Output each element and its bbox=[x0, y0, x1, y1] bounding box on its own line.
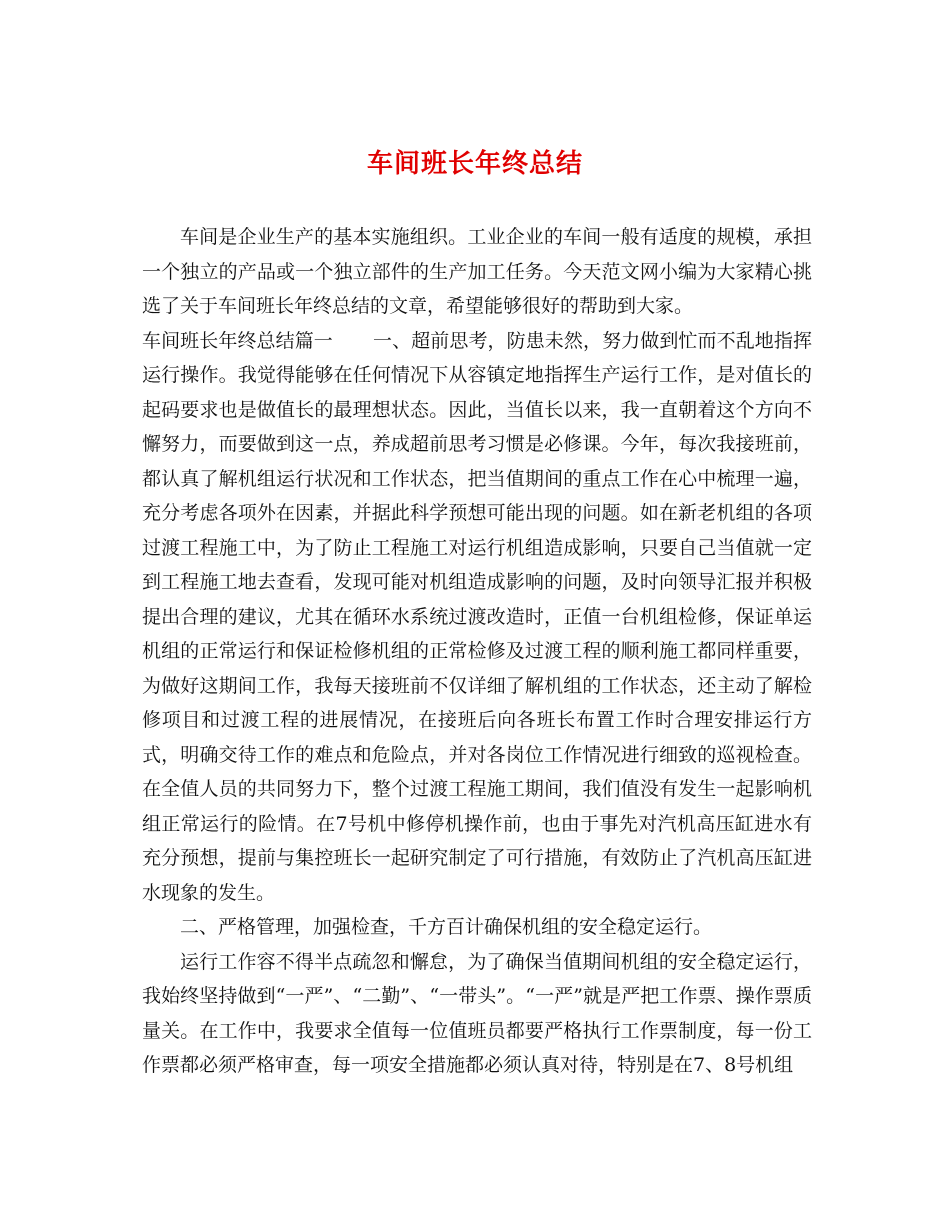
section-label: 车间班长年终总结篇一 bbox=[142, 329, 333, 352]
intro-paragraph: 车间是企业生产的基本实施组织。工业企业的车间一般有适度的规模，承担一个独立的产品或一个独立部件的生产加工任务。今天范文网小编为大家精心挑选了关于车间班长年终总结的文章，希望能够很好的帮助到大家。 bbox=[142, 226, 812, 317]
document-body bbox=[142, 220, 812, 1083]
paragraph-2: 二、严格管理，加强检查，千方百计确保机组的安全稳定运行。 bbox=[180, 916, 713, 938]
section-paragraph-1 bbox=[142, 324, 812, 911]
paragraph-3: 运行工作容不得半点疏忽和懈怠，为了确保当值期间机组的安全稳定运行，我始终坚持做到“一严”、“二勤”、“一带头”。“一严”就是严把工作票、操作票质量关。在工作中，我要求全值每一位值班员都要严格执行工作票制度，每一份工作票都必须严格审查，每一项安全措施都必须认真对待，特别是在7、8号机组 bbox=[142, 950, 812, 1076]
document-title: 车间班长年终总结 bbox=[366, 149, 583, 179]
paragraph-1-text: 一、超前思考，防患未然，努力做到忙而不乱地指挥运行操作。我觉得能够在任何情况下从容镇定地指挥生产运行工作，是对值长的起码要求也是做值长的最理想状态。因此，当值长以来，我一直朝着这个方向不懈努力，而要做到这一点，养成超前思考习惯是必修课。今年，每次我接班前，都认真了解机组运行状况和工作状态，把当值期间的重点工作在心中梳理一遍，充分考虑各项外在因素，并据此科学预想可能出现的问题。如在新老机组的各项过渡工程施工中，为了防止工程施工对运行机组造成影响，只要自己当值就一定到工程施工地去查看，发现可能对机组造成影响的问题，及时向领导汇报并积极提出合理的建议，尤其在循环水系统过渡改造时，正值一台机组检修，保证单运机组的正常运行和保证检修机组的正常检修及过渡工程的顺利施工都同样重要，为做好这期间工作，我每天接班前不仅详细了解机组的工作状态，还主动了解检修项目和过渡工程的进展情况，在接班后向各班长布置工作时合理安排运行方式，明确交待工作的难点和危险点，并对各岗位工作情况进行细致的巡视检查。在全值人员的共同努力下，整个过渡工程施工期间，我们值没有发生一起影响机组正常运行的险情。在7号机中修停机操作前，也由于事先对汽机高压缸进水有充分预想，提前与集控班长一起研究制定了可行措施，有效防止了汽机高压缸进水现象的发生。 bbox=[142, 329, 812, 904]
